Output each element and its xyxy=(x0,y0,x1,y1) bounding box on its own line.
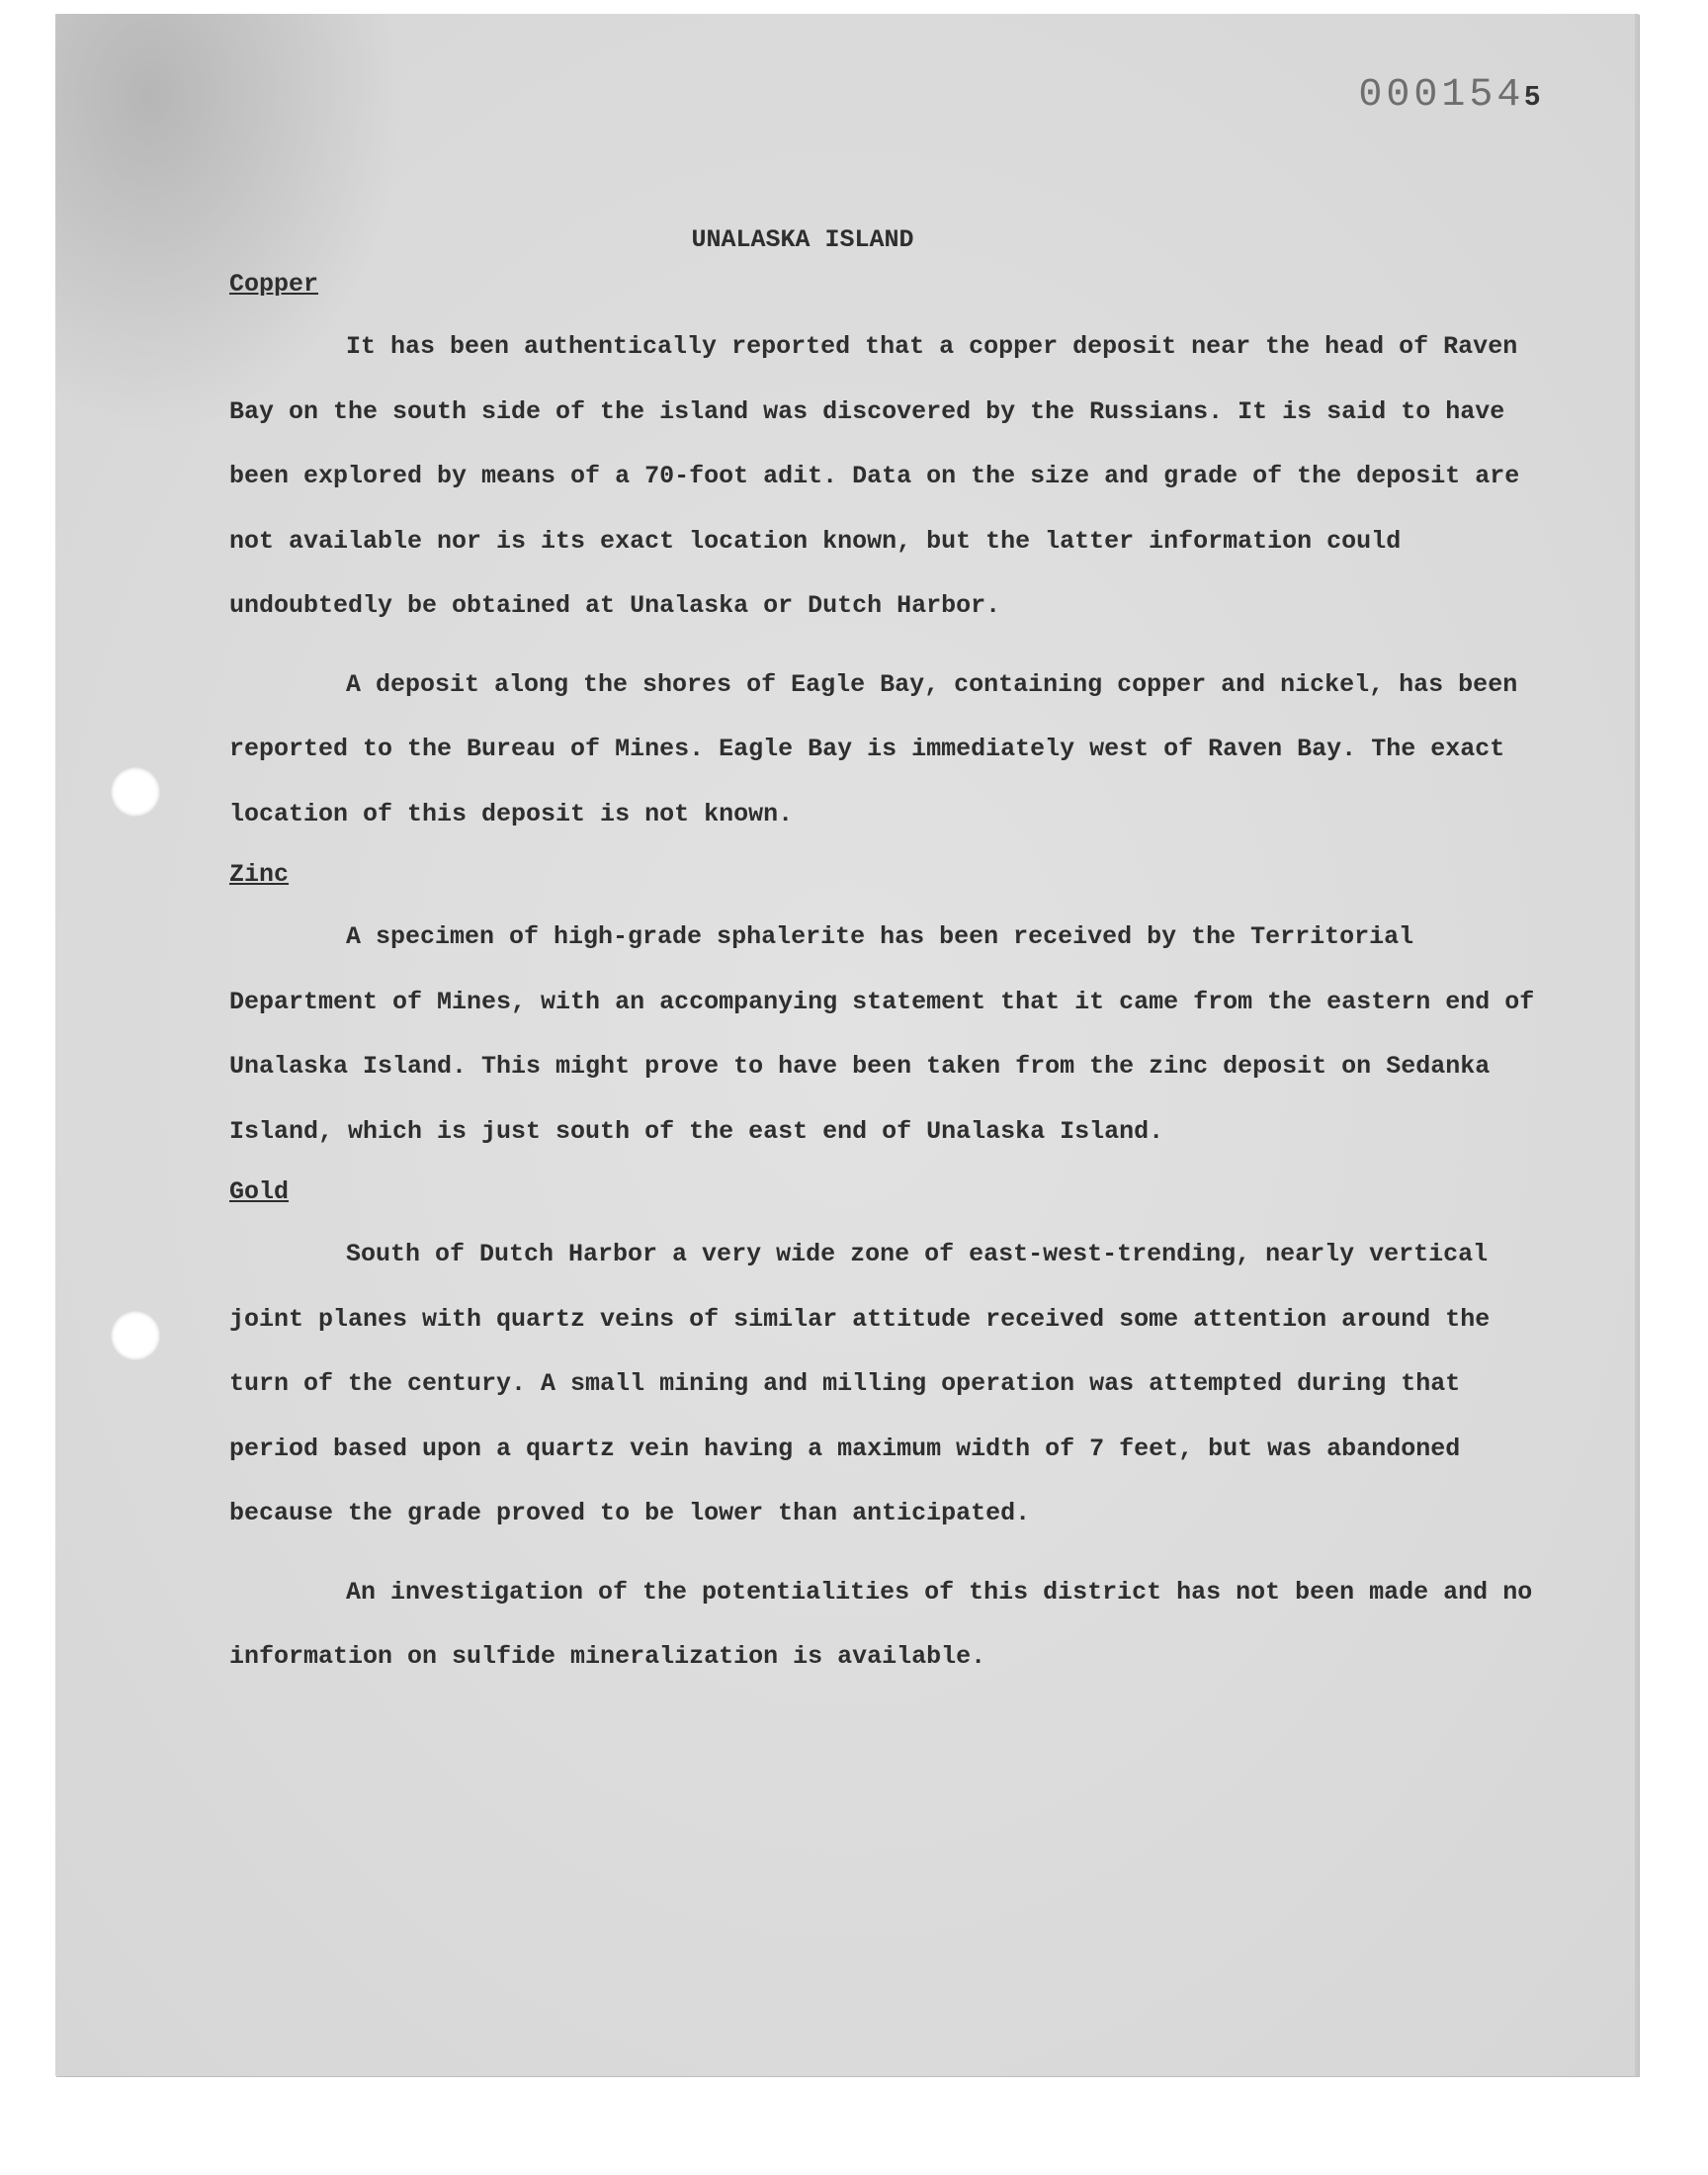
page-number-suffix: 5 xyxy=(1524,80,1540,111)
page-number: 000154 xyxy=(1358,73,1525,118)
document-body xyxy=(229,225,1544,1703)
copper-paragraph-1: It has been authentically reported that a copper deposit near the head of Raven Bay on the south side of the island was discovered by the Russians. It is said to have been explored by means of a 70-foot adit. Data on the size and grade of the deposit are not available nor is its exact location known, but the latter information could undoubtedly be obtained at Unalaska or Dutch Harbor. xyxy=(229,332,1520,620)
page-number-stamp xyxy=(1358,73,1540,118)
gold-paragraph-2: An investigation of the potentialities of this district has not been made and no information on sulfide mineralization is available. xyxy=(229,1577,1533,1671)
punch-hole-bottom xyxy=(111,1311,160,1360)
section-heading-gold: Gold xyxy=(229,1177,290,1206)
section-heading-zinc: Zinc xyxy=(229,860,290,889)
copper-paragraph-2: A deposit along the shores of Eagle Bay, containing copper and nickel, has been reported to the Bureau of Mines. Eagle Bay is immediately west of Raven Bay. The exact location of this deposit is not known. xyxy=(229,669,1518,828)
gold-paragraph-1: South of Dutch Harbor a very wide zone of east-west-trending, nearly vertical joint planes with quartz veins of similar attitude received some attention around the turn of the century. A small mining and milling operation was attempted during that period based upon a quartz vein having a maximum width of 7 feet, but was abandoned because the grade proved to be lower than anticipated. xyxy=(229,1240,1491,1527)
page-title: UNALASKA ISLAND xyxy=(691,225,914,254)
page-edge xyxy=(1635,14,1639,2076)
punch-hole-top xyxy=(111,767,160,817)
zinc-paragraph-1: A specimen of high-grade sphalerite has been received by the Territorial Department of Mines, with an accompanying statement that it came from the eastern end of Unalaska Island. This might prove to have been taken from the zinc deposit on Sedanka Island, which is just south of the east end of Unalaska Island. xyxy=(229,922,1535,1146)
section-heading-copper: Copper xyxy=(229,270,319,299)
